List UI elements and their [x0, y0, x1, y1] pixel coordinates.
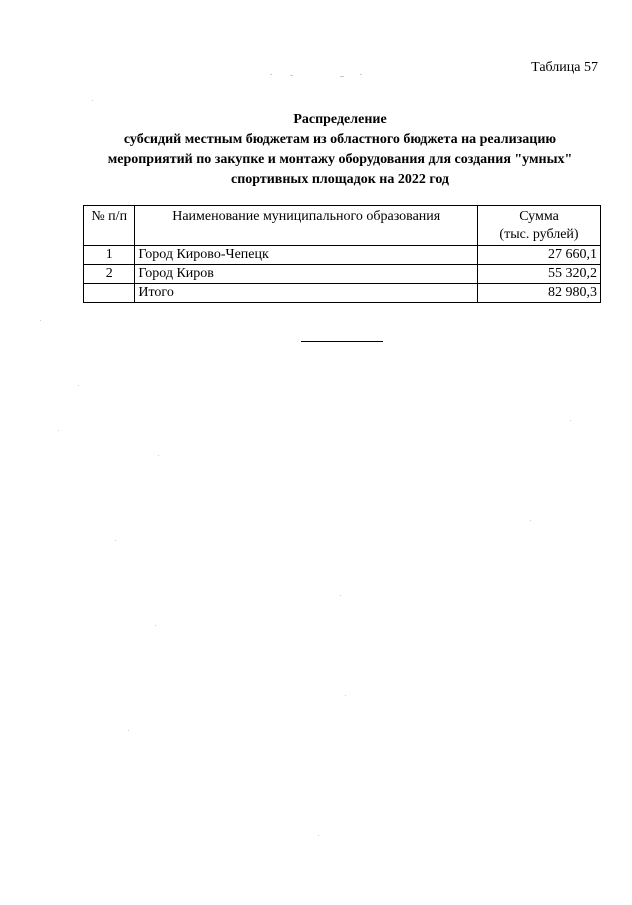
total-sum: 82 980,3	[478, 284, 601, 303]
scan-speck	[318, 835, 319, 836]
table-number: Таблица 57	[531, 60, 598, 75]
scan-speck	[570, 420, 571, 421]
header-sum	[478, 206, 601, 246]
scan-speck	[340, 595, 341, 596]
title-line-3: мероприятий по закупке и монтажу оборудования для создания "умных"	[107, 152, 573, 167]
row-name: Город Киров	[135, 265, 478, 284]
row-sum: 27 660,1	[478, 246, 601, 265]
scan-speck	[40, 320, 41, 321]
header-sum-line-1: Сумма	[519, 209, 559, 224]
header-num: № п/п	[84, 206, 135, 246]
scan-speck	[270, 74, 272, 75]
header-name: Наименование муниципального образования	[135, 206, 478, 246]
row-num: 1	[84, 246, 135, 265]
row-sum: 55 320,2	[478, 265, 601, 284]
table-total-row	[84, 284, 601, 303]
scan-speck	[530, 520, 531, 521]
scan-speck	[58, 430, 59, 431]
table-row	[84, 246, 601, 265]
total-num	[84, 284, 135, 303]
title-line-4: спортивных площадок на 2022 год	[230, 172, 450, 187]
document-title	[60, 110, 620, 190]
distribution-table	[83, 205, 601, 303]
scan-speck	[360, 74, 362, 75]
title-line-1: Распределение	[293, 112, 387, 127]
table-header-row	[84, 206, 601, 246]
total-label: Итого	[135, 284, 478, 303]
scan-speck	[155, 625, 156, 626]
end-divider	[301, 341, 383, 342]
scan-speck	[158, 455, 159, 456]
header-sum-line-2: (тыс. рублей)	[499, 227, 579, 242]
scan-speck	[92, 100, 93, 101]
scan-speck	[340, 76, 344, 77]
scan-speck	[78, 385, 79, 386]
row-name: Город Кирово-Чепецк	[135, 246, 478, 265]
scan-speck	[345, 695, 346, 696]
row-num: 2	[84, 265, 135, 284]
scan-speck	[115, 540, 116, 541]
scan-speck	[290, 75, 293, 76]
scan-speck	[128, 730, 129, 731]
table-row	[84, 265, 601, 284]
title-line-2: субсидий местным бюджетам из областного бюджета на реализацию	[123, 132, 557, 147]
